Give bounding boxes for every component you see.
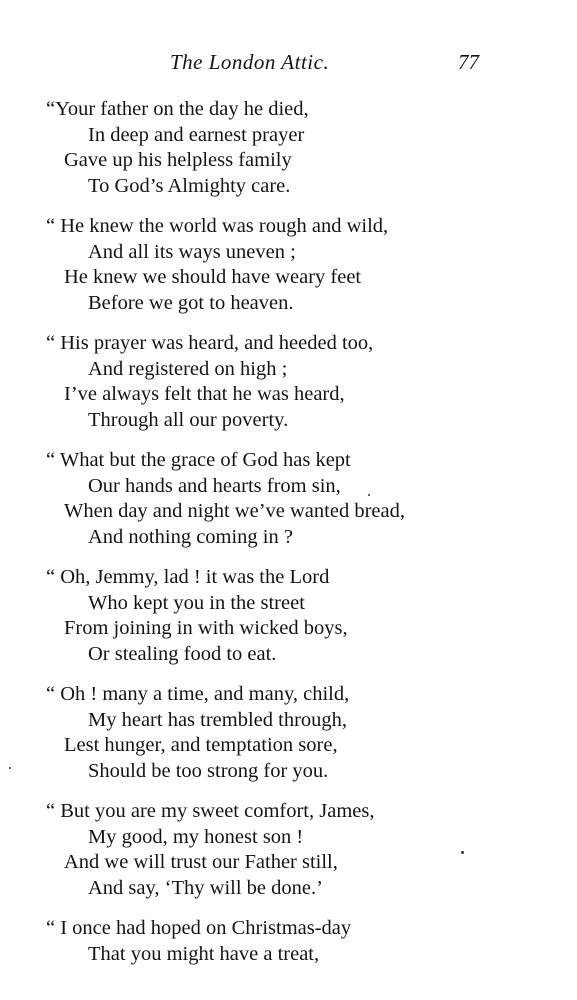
poem-line: And registered on high ;	[88, 357, 288, 380]
poem-line: My heart has trembled through,	[88, 708, 348, 731]
poem-line: Through all our poverty.	[88, 408, 289, 431]
stanza-3	[46, 331, 546, 433]
poem-line: Gave up his helpless family	[64, 149, 292, 171]
poem-line: Before we got to heaven.	[88, 291, 294, 314]
poem-line: “Your father on the day he died,	[46, 98, 309, 120]
poem-line: From joining in with wicked boys,	[64, 617, 348, 639]
running-title: The London Attic.	[170, 50, 330, 74]
poem-line: In deep and earnest prayer	[88, 123, 305, 146]
page-number: 77	[458, 50, 479, 74]
stanza-7	[46, 799, 546, 901]
poem-line: “ Oh ! many a time, and many, child,	[46, 683, 350, 705]
poem-line: And all its ways uneven ;	[88, 240, 296, 263]
running-head	[0, 50, 577, 80]
poem-line: And say, ‘Thy will be done.’	[88, 876, 323, 899]
poem-line: Who kept you in the street	[88, 591, 305, 614]
poem-line: Lest hunger, and temptation sore,	[64, 734, 338, 756]
stanza-8	[46, 916, 546, 967]
poem-line: My good, my honest son !	[88, 825, 304, 848]
poem-line: Should be too strong for you.	[88, 759, 329, 782]
stanza-6	[46, 682, 546, 784]
poem-line: He knew we should have weary feet	[64, 266, 362, 288]
poem-line: “ He knew the world was rough and wild,	[46, 215, 389, 237]
poem-line: And nothing coming in ?	[88, 525, 293, 548]
poem-line: “ Oh, Jemmy, lad ! it was the Lord	[46, 566, 330, 588]
print-speck	[368, 494, 370, 496]
poem-line: “ His prayer was heard, and heeded too,	[46, 332, 374, 354]
poem-line: “ I once had hoped on Christmas-day	[46, 917, 352, 939]
poem-line: “ But you are my sweet comfort, James,	[46, 800, 375, 822]
print-speck	[461, 851, 464, 854]
poem-line: Or stealing food to eat.	[88, 642, 277, 665]
poem	[46, 97, 546, 982]
poem-line: When day and night we’ve wanted bread,	[64, 500, 405, 522]
poem-line: To God’s Almighty care.	[88, 174, 291, 197]
stanza-5	[46, 565, 546, 667]
stanza-1	[46, 97, 546, 199]
poem-line: I’ve always felt that he was heard,	[64, 383, 345, 405]
poem-line: That you might have a treat,	[88, 942, 320, 965]
stanza-2	[46, 214, 546, 316]
stanza-4	[46, 448, 546, 550]
poem-line: And we will trust our Father still,	[64, 851, 338, 873]
poem-line: Our hands and hearts from sin,	[88, 474, 341, 497]
poem-line: “ What but the grace of God has kept	[46, 449, 351, 471]
print-speck	[9, 767, 11, 769]
